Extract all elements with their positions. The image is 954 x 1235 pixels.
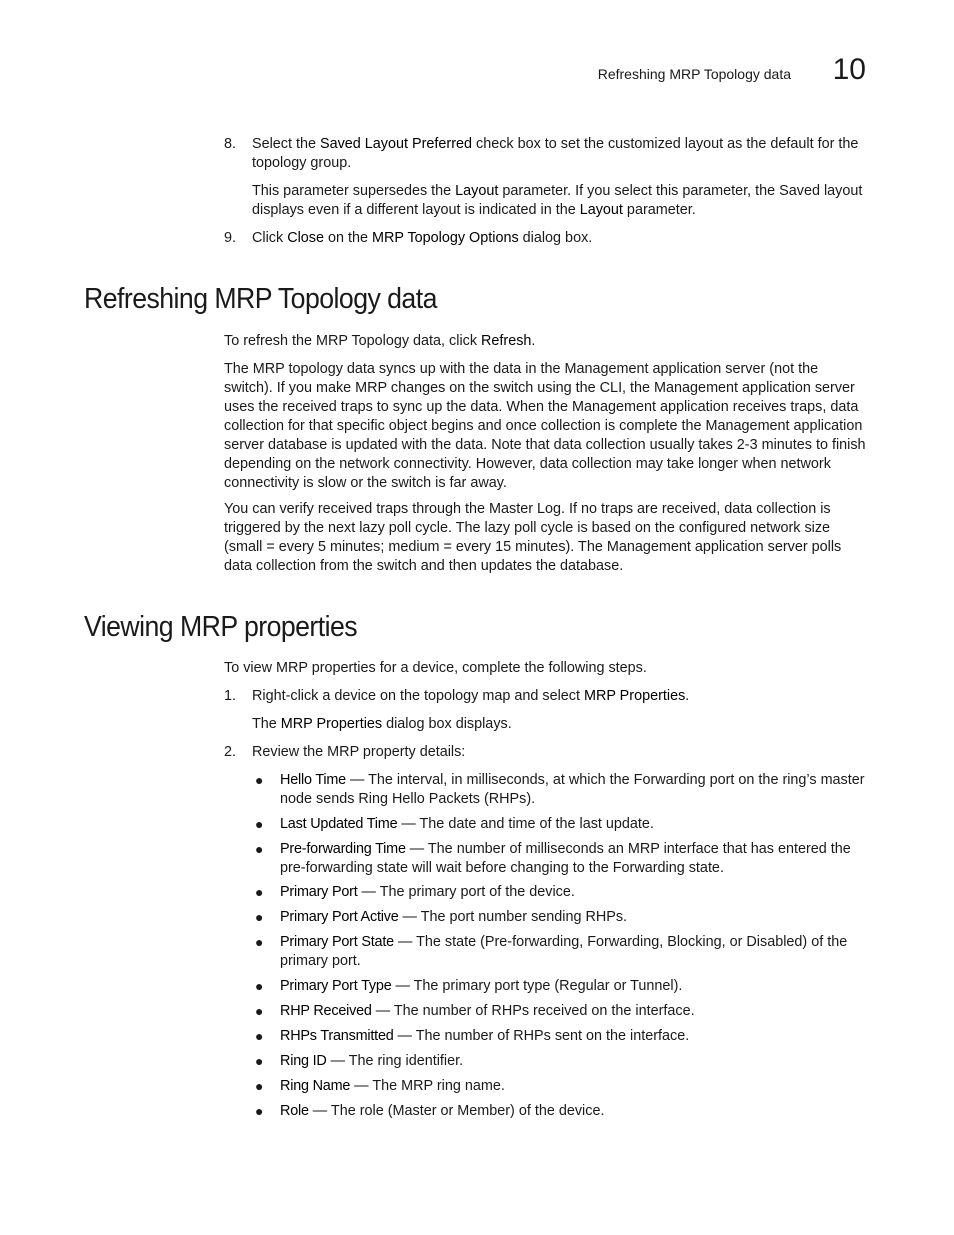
paragraph: You can verify received traps through the Master Log. If no traps are received, data collection is triggered by the next lazy poll cycle. The lazy poll cycle is based on the configured network size (small = every 5 minutes; medium = every 15 minutes). The Management application server polls data collection from the switch and then updates the database.: [224, 501, 842, 574]
property-term: Primary Port Active: [280, 909, 399, 925]
step-text: [252, 687, 869, 706]
section-intro: [224, 332, 869, 351]
bullet-icon: ●: [255, 1053, 264, 1069]
list-item-text: [280, 771, 869, 809]
bullet-icon: ●: [255, 816, 264, 832]
ui-term: Refresh: [481, 333, 532, 349]
step-text-mid: on the: [323, 230, 372, 246]
step-1-note: [252, 715, 869, 734]
list-item-text: [280, 933, 869, 971]
list-item: [252, 1077, 869, 1096]
step-number: 8.: [224, 136, 237, 152]
property-desc: — The number of RHPs received on the interface.: [371, 1003, 695, 1019]
step-text: Review the MRP property details:: [252, 744, 466, 760]
note-text: This parameter supersedes the: [252, 183, 456, 199]
intro-text: To refresh the MRP Topology data, click: [224, 333, 482, 349]
property-desc: — The ring identifier.: [326, 1053, 464, 1069]
ui-term: Close: [287, 230, 324, 246]
list-item-text: [280, 840, 869, 878]
property-term: Ring ID: [280, 1053, 327, 1069]
note-text: The: [252, 716, 281, 732]
note-text: dialog box displays.: [382, 716, 512, 732]
bullet-icon: ●: [255, 1103, 264, 1119]
list-item-text: [280, 883, 869, 902]
bullet-icon: ●: [255, 1003, 264, 1019]
list-item: [252, 1052, 869, 1071]
step-8: [224, 135, 869, 173]
property-desc: — The number of milliseconds an MRP interface that has entered the pre-forwarding state will wait before changing to the Forwarding state.: [280, 841, 851, 876]
list-item-text: [280, 1002, 869, 1021]
step-number: 2.: [224, 744, 237, 760]
step-number: 9.: [224, 230, 237, 246]
property-term: RHP Received: [280, 1003, 372, 1019]
list-item-text: [280, 1052, 869, 1071]
list-item-text: [280, 1077, 869, 1096]
list-item: [252, 1002, 869, 1021]
step-1: [224, 687, 869, 706]
running-header-title: Refreshing MRP Topology data: [597, 66, 791, 82]
list-item: [252, 840, 869, 878]
intro-text-end: .: [531, 333, 536, 349]
step-number: 1.: [224, 688, 237, 704]
ui-term: MRP Properties: [583, 688, 686, 704]
step-2: [224, 743, 869, 762]
property-term: Primary Port State: [280, 934, 394, 950]
step-8-note: [252, 182, 869, 220]
property-desc: — The date and time of the last update.: [397, 816, 654, 832]
section-intro: To view MRP properties for a device, complete the following steps.: [224, 660, 647, 676]
property-term: Ring Name: [280, 1078, 351, 1094]
property-desc: — The number of RHPs sent on the interface.: [393, 1028, 690, 1044]
bullet-icon: ●: [255, 978, 264, 994]
list-item: [252, 1102, 869, 1121]
step-text-post: dialog box.: [518, 230, 593, 246]
list-item-text: [280, 1027, 869, 1046]
page-header: [0, 0, 954, 100]
property-term: Last Updated Time: [280, 816, 398, 832]
list-item: [252, 1027, 869, 1046]
list-item-text: [280, 977, 869, 996]
property-desc: — The interval, in milliseconds, at which the Forwarding port on the ring’s master node sends Ring Hello Packets (RHPs).: [280, 772, 865, 807]
step-text-pre: Select the: [252, 136, 320, 152]
list-item-text: [280, 908, 869, 927]
section-heading-viewing: Viewing MRP properties: [84, 611, 358, 643]
step-text: [252, 135, 869, 173]
paragraph: The MRP topology data syncs up with the data in the Management application server (not the switch). If you make MRP changes on the switch using the CLI, the Management application server uses the received traps to sync up the data. When the Management application receives traps, data collection for that specific object begins and once collection is complete the Management application server database is updated with the data. Note that data collection usually takes 2-3 minutes to finish depending on the network connectivity. However, data collection may take longer when network connectivity is slow or the switch is far away.: [224, 361, 866, 491]
bullet-icon: ●: [255, 909, 264, 925]
ui-term: Layout: [455, 183, 499, 199]
bullet-icon: ●: [255, 1028, 264, 1044]
list-item-text: [280, 815, 869, 834]
note-text: parameter. If you select this parameter, the Saved layout displays even if a different layout is indicated in the: [252, 183, 863, 218]
ui-term: MRP Properties: [280, 716, 383, 732]
step-9: [224, 229, 869, 248]
property-term: Role: [280, 1103, 309, 1119]
step-text-pre: Click: [252, 230, 288, 246]
bullet-icon: ●: [255, 841, 264, 857]
property-desc: — The state (Pre-forwarding, Forwarding, Blocking, or Disabled) of the primary port.: [280, 934, 848, 969]
property-desc: — The primary port type (Regular or Tunnel).: [391, 978, 683, 994]
property-desc: — The role (Master or Member) of the device.: [308, 1103, 605, 1119]
property-desc: — The MRP ring name.: [350, 1078, 505, 1094]
list-item: [252, 883, 869, 902]
ui-term: MRP Topology Options: [372, 230, 519, 246]
property-term: Pre-forwarding Time: [280, 841, 406, 857]
note-text: parameter.: [622, 202, 696, 218]
list-item: [252, 908, 869, 927]
property-desc: — The primary port of the device.: [357, 884, 575, 900]
property-term: RHPs Transmitted: [280, 1028, 394, 1044]
property-term: Primary Port Type: [280, 978, 392, 994]
bullet-icon: ●: [255, 934, 264, 950]
step-text-post: check box to set the customized layout as the default for the topology group.: [252, 136, 859, 171]
list-item: [252, 977, 869, 996]
ui-term: Saved Layout Preferred: [320, 136, 472, 152]
step-text-post: .: [685, 688, 690, 704]
property-term: Hello Time: [280, 772, 346, 788]
list-item: [252, 815, 869, 834]
list-item: [252, 771, 869, 809]
bullet-icon: ●: [255, 772, 264, 788]
bullet-icon: ●: [255, 884, 264, 900]
property-term: Primary Port: [280, 884, 358, 900]
ui-term: Layout: [579, 202, 623, 218]
chapter-number: 10: [832, 53, 866, 86]
step-text-pre: Right-click a device on the topology map and select: [252, 688, 584, 704]
property-desc: — The port number sending RHPs.: [398, 909, 628, 925]
step-text: [252, 229, 869, 248]
list-item: [252, 933, 869, 971]
section-heading-refreshing: Refreshing MRP Topology data: [84, 283, 437, 315]
bullet-icon: ●: [255, 1078, 264, 1094]
list-item-text: [280, 1102, 869, 1121]
